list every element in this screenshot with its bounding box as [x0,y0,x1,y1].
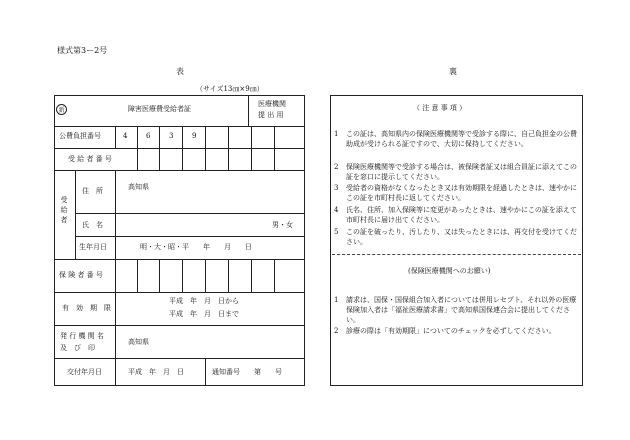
back-heading: 裏 [449,67,457,76]
recipient-group-label: 受給者 [60,196,68,226]
payer-number-label: 公費負担番号 [59,132,101,140]
address-value: 高知県 [128,183,149,191]
request-item: 2 診療の際は「有効期限」についてのチェックを必ずしてください。 [334,327,556,335]
validity-to: 平成 年 月 日まで [169,310,239,318]
note-item: 3 受給者の資格がなくなったとき又は有効期限を経過したときは、速やかにこの証を市町村長に返してください。 [334,184,577,202]
stamp-label-1: 医療機関 [258,100,286,108]
validity-from: 平成 年 月 日から [169,297,239,305]
payer-digit: 3 [169,132,174,140]
issuer-label-2: 及 び 印 [60,344,95,352]
payer-digit: 9 [192,132,197,140]
size-note: （サイズ13㎝×9㎝） [196,85,264,93]
card-title: 障害医療費受給者証 [128,105,191,113]
seal-char: 新 [58,107,65,114]
notes-title: （ 注 意 事 項 ） [413,104,467,112]
note-item: 1 この証は、高知県内の保険医療機関等で受診する際に、自己負担金の公費助成が受けられる証ですので、大切に保持してください。 [334,130,577,148]
issue-date-label: 交付年月日 [67,368,102,376]
stamp-label-2: 提 出 用 [258,111,284,119]
address-label: 住 所 [82,187,103,195]
insurer-number-label: 保 険 者 番 号 [59,271,103,279]
dashed-divider [332,254,581,255]
recipient-number-label: 受 給 者 番 号 [68,155,112,163]
request-item: 1 請求は、国保・国保組合加入者については併用レセプト、それ以外の医療保険加入者は「福祉医療請求書」で高知県国保連合会に提出してください。 [334,296,577,324]
dob-label: 生年月日 [79,243,107,251]
name-label: 氏 名 [82,221,103,229]
seal-mark [56,104,67,115]
payer-digit: 6 [146,132,151,140]
note-item: 5 この証を破ったり、汚したり、又は失ったときには、再交付を受けてください。 [334,228,577,246]
request-title: (保険医療機関へのお願い) [408,267,491,275]
dob-value: 明・大・昭・平 年 月 日 [140,243,252,251]
note-item: 4 氏名、住所、加入保険等に変更があったときは、速やかにこの証を添えて市町村長に届け出てください。 [334,206,577,224]
gender-value: 男・女 [272,221,293,229]
issue-date-value: 平成 年 月 日 [128,368,184,376]
notice-number-label: 通知番号 第 号 [212,368,282,376]
issuer-value: 高知県 [128,338,149,346]
front-heading: 表 [176,67,184,76]
note-item: 2 保険医療機関等で受診する場合は、被保険者証又は組合員証に添えてこの証を窓口に提示してください。 [334,163,577,181]
validity-label: 有 効 期 限 [62,304,111,312]
issuer-label-1: 発 行 機 関 名 [60,332,104,340]
payer-digit: 4 [123,132,128,140]
form-id: 様式第3ー2号 [57,46,108,55]
